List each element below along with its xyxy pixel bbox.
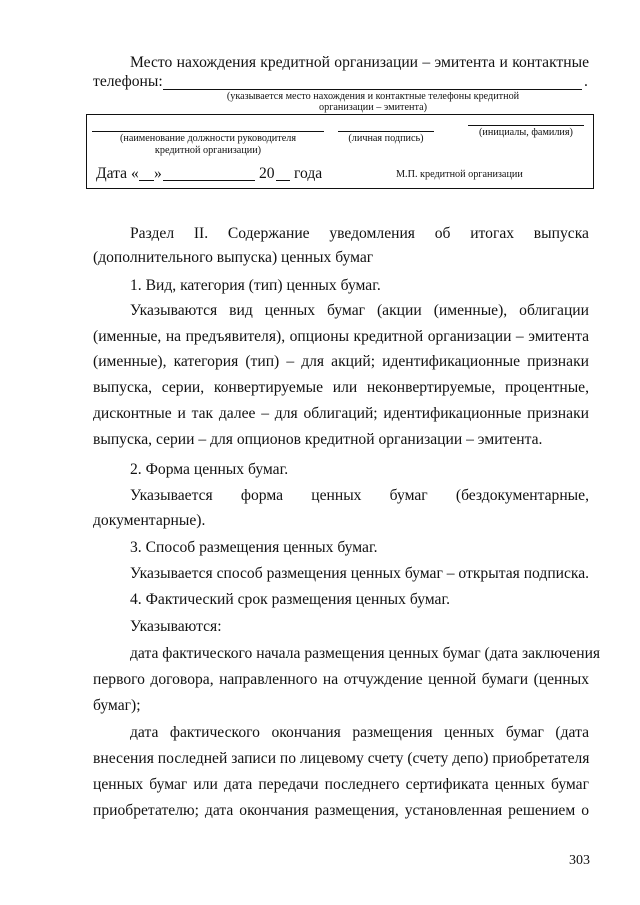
section-heading-words [130,224,589,244]
section-word: Раздел [130,225,175,242]
item3-title: 3. Способ размещения ценных бумаг. [130,539,378,556]
item1-title: 1. Вид, категория (тип) ценных бумаг. [130,277,381,294]
initials-fill-line [468,125,584,126]
item4-intro: Указываются: [130,618,222,635]
position-fill-line [92,131,324,132]
item1-text-line: (именные, на предъявителя), опционы кредитной организации – эмитента [93,328,589,345]
item4-para2-line: ценных бумаг или дата передачи последнего сертификата ценных бумаг [93,776,589,793]
date-year-line [276,180,290,181]
item2-word: Указывается [130,487,213,504]
item1-text-line: Указываются вид ценных бумаг (акции (именные), облигации [130,302,589,319]
date-month-line [163,180,255,181]
signature-fill-line [338,131,434,132]
date-day-line [139,180,154,181]
header-line-1: Место нахождения кредитной организации – эмитента и контактные [130,54,589,71]
item4-para1-line: дата фактического начала размещения ценных бумаг (дата заключения [130,645,601,662]
header-phones-label: телефоны: [93,73,163,90]
item4-para2-line: дата фактического окончания размещения ценных бумаг (дата [130,724,589,741]
phones-fill-line [163,89,582,90]
header-note-2: организации – эмитента) [319,102,427,113]
item2-word: бумаг [389,487,428,504]
item2-title: 2. Форма ценных бумаг. [130,461,289,478]
page-number: 303 [569,853,590,868]
item3-text: Указывается способ размещения ценных бумаг – открытая подписка. [130,565,590,582]
date-quote-close: » [154,165,162,182]
stamp-caption: М.П. кредитной организации [396,169,523,180]
item2-text-line-2: документарные). [93,512,206,529]
item1-text-line: выпуска, серии, конвертируемые или неконвертируемые, процентные, [93,379,589,396]
item1-text-line: выпуска, серии – для опционов кредитной организации – эмитента. [93,431,543,448]
date-year-prefix: 20 [259,165,275,182]
section-word: уведомления [329,225,415,242]
item4-title: 4. Фактический срок размещения ценных бумаг. [130,591,451,608]
item1-text-line: (именные), категория (тип) – для акций; идентификационные признаки [93,353,589,370]
section-heading-line-2: (дополнительного выпуска) ценных бумаг [93,249,374,266]
header-note-1: (указывается место нахождения и контактные телефоны кредитной [226,91,520,102]
item4-para2-line: приобретателю; дата окончания размещения, установленная решением о [93,802,589,819]
section-word: об [434,225,451,242]
position-caption-1: (наименование должности руководителя [119,133,297,144]
date-year-suffix: года [294,165,323,182]
section-word: итогах [470,225,515,242]
item2-word: ценных [311,487,362,504]
item4-para1-line: первого договора, направленного на отчуждение ценной бумаги (ценных [93,671,589,688]
section-word: выпуска [533,225,589,242]
signature-caption: (личная подпись) [348,133,424,144]
item4-para1-line: бумаг); [93,697,141,714]
date-prefix: Дата « [96,165,139,182]
header-line-end: . [584,73,588,90]
section-word: Содержание [227,225,310,242]
item2-text-words [130,486,589,506]
position-caption-2: кредитной организации) [154,145,262,156]
item1-text-line: дисконтные и так далее – для облигаций; идентификационные признаки [93,405,589,422]
item2-word: форма [240,487,284,504]
item4-para2-line: внесения последней записи по лицевому счету (счету депо) приобретателя [93,750,590,767]
initials-caption: (инициалы, фамилия) [479,127,573,138]
item2-word: (бездокументарные, [455,487,589,504]
section-word: II. [193,225,209,242]
